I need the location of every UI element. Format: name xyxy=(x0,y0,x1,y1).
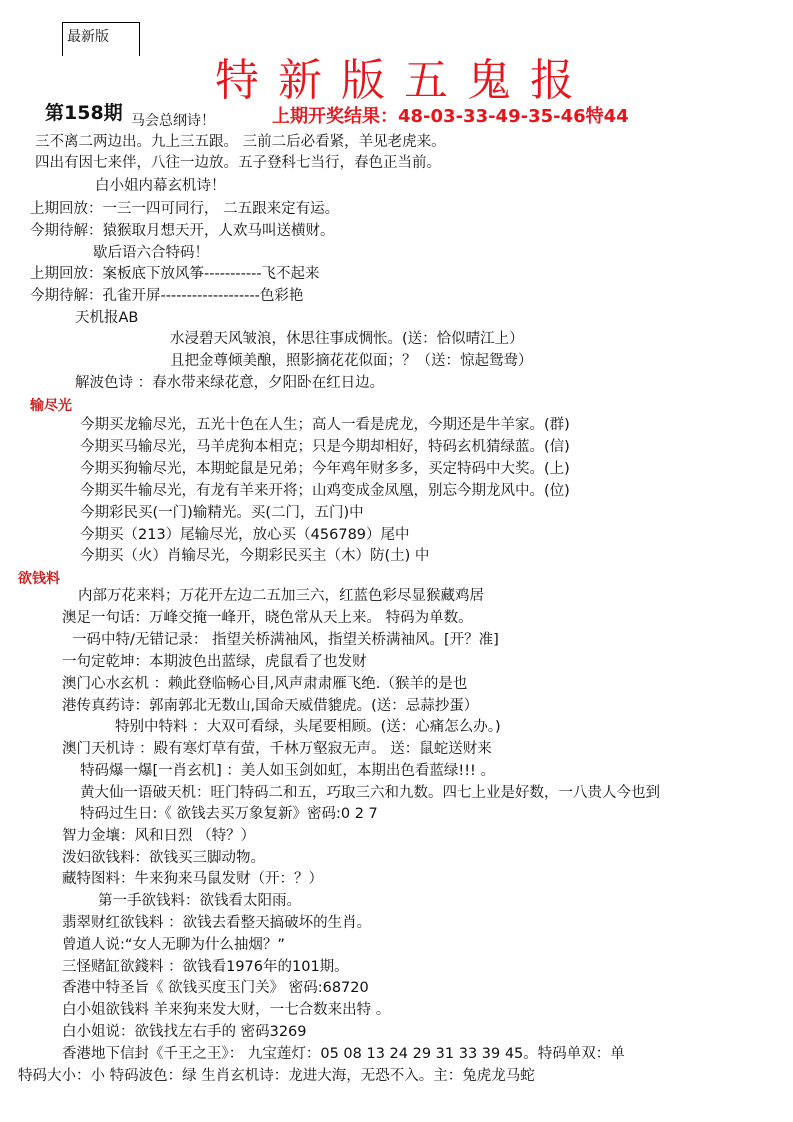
text-line: 内部万花来料；万花开左边二五加三六，红蓝色彩尽显猴藏鸡居 xyxy=(78,588,484,604)
text-line: 三怪赌缸欲錢料 ：欲钱看1976年的101期。 xyxy=(62,959,349,975)
text-line: 今期买（213）尾输尽光，放心买（456789）尾中 xyxy=(80,527,410,543)
text-line: 白小姐说：欲钱找左右手的 密码3269 xyxy=(62,1024,307,1040)
text-line: 今期买龙输尽光，五光十色在人生；高人一看是虎龙，今期还是牛羊家。(群) xyxy=(80,417,570,433)
text-line: 今期待解：猿猴取月想天开，人欢马叫送横财。 xyxy=(30,223,335,239)
section-heading: 白小姐内幕玄机诗！ xyxy=(95,178,226,194)
issue-number: 第158期 xyxy=(45,102,123,124)
text-line: 且把金尊倾美酿，照影摘花花似面；？（送：惊起鸳鸯） xyxy=(170,353,533,369)
text-line: 特码大小：小 特码波色：绿 生肖玄机诗：龙进大海，无恐不入。主：兔虎龙马蛇 xyxy=(18,1068,535,1084)
text-line: 香港中特圣旨《 欲钱买度玉门关》 密码:68720 xyxy=(62,980,369,996)
text-line: 今期买（火）肖输尽光，今期彩民买主（木）防(土) 中 xyxy=(80,548,430,564)
text-line: 澳足一句话：万峰交掩一峰开，晓色常从天上来。 特码为单数。 xyxy=(62,610,473,626)
last-draw-result: 上期开奖结果：48-03-33-49-35-46特44 xyxy=(272,106,629,127)
text-line: 智力金壤：风和日烈 （特？） xyxy=(62,828,256,844)
text-line: 澳门天机诗 ：殿有寒灯草有萤，千林万壑寂无声。 送：鼠蛇送财来 xyxy=(62,741,492,757)
text-line: 四出有因七来伴，八往一边放。五子登科七当行，春色正当前。 xyxy=(35,155,441,171)
text-line: 今期买牛输尽光，有龙有羊来开将；山鸡变成金凤凰，别忘今期龙风中。(位) xyxy=(80,483,570,499)
text-line: 上期回放：一三一四可同行， 二五跟来定有运。 xyxy=(30,201,340,217)
text-line: 一码中特/无错记录： 指望关桥满袖风，指望关桥满袖风。[开？准] xyxy=(72,632,499,648)
text-line: 特码过生日:《 欲钱去买万象复新》密码:0 2 7 xyxy=(80,806,378,822)
text-line: 特别中特料 ：大双可看绿，头尾要相顾。(送：心痛怎么办。) xyxy=(115,719,501,735)
text-line: 今期彩民买(一门)输精光。买(二门，五门)中 xyxy=(80,505,364,521)
text-line: 黄大仙一语破天机：旺门特码二和五，巧取三六和九数。四七上业是好数，一八贵人今也到 xyxy=(80,785,660,801)
text-line: 第一手欲钱料：欲钱看太阳雨。 xyxy=(98,893,301,909)
section-heading-red: 欲钱料 xyxy=(18,571,60,587)
text-line: 今期买马输尽光，马羊虎狗本相克；只是今期却相好，特码玄机猜绿蓝。(信) xyxy=(80,439,570,455)
section-heading: 歇后语六合特码！ xyxy=(93,245,209,261)
page-title: 特新版五鬼报 xyxy=(215,55,593,106)
text-line: 澳门心水玄机 ：赖此登临畅心目,风声肃肃雁飞绝.（猴羊的是也 xyxy=(62,676,468,692)
text-line: 曾道人说:“女人无聊为什么抽烟？” xyxy=(62,937,285,953)
text-line: 水浸碧天风皱浪，休思往事成惆怅。(送：恰似晴江上） xyxy=(170,331,524,347)
text-line: 藏特图料：牛来狗来马鼠发财（开：？） xyxy=(62,871,323,887)
text-line: 三不离二两边出。九上三五跟。 三前二后必看紧，羊见老虎来。 xyxy=(35,134,446,150)
section-heading: 天机报AB xyxy=(75,310,139,326)
text-line: 港传真药诗：郭南郭北无数山,国命天威借貔虎。(送：忌蒜抄蛋） xyxy=(62,698,479,714)
edition-badge xyxy=(62,22,140,56)
edition-badge-text: 最新版 xyxy=(67,29,109,45)
text-line: 上期回放：案板底下放风筝-----------飞不起来 xyxy=(30,266,320,282)
text-line: 今期买狗输尽光，本期蛇鼠是兄弟；今年鸡年财多多，买定特码中大奖。(上) xyxy=(80,461,570,477)
text-line: 特码爆一爆[一肖玄机] ：美人如玉剑如虹，本期出色看蓝绿!!! 。 xyxy=(80,763,495,779)
text-line: 香港地下信封《千王之王》： 九宝莲灯：05 08 13 24 29 31 33 39 45。特码单双：单 xyxy=(62,1046,625,1062)
text-line: 白小姐欲钱料 羊来狗来发大财，一七合数来出特 。 xyxy=(62,1002,391,1018)
issue-subtitle: 马会总纲诗！ xyxy=(131,113,215,129)
text-line: 解波色诗 ：春水带来绿花意，夕阳卧在红日边。 xyxy=(75,375,385,391)
text-line: 泼妇欲钱料：欲钱买三脚动物。 xyxy=(62,850,265,866)
text-line: 一句定乾坤：本期波色出蓝绿，虎鼠看了也发财 xyxy=(62,654,367,670)
text-line: 翡翠财红欲钱料 ：欲钱去看整天搞破坏的生肖。 xyxy=(62,915,372,931)
text-line: 今期待解：孔雀开屏-------------------色彩艳 xyxy=(30,288,304,304)
section-heading-red: 输尽光 xyxy=(30,398,72,414)
